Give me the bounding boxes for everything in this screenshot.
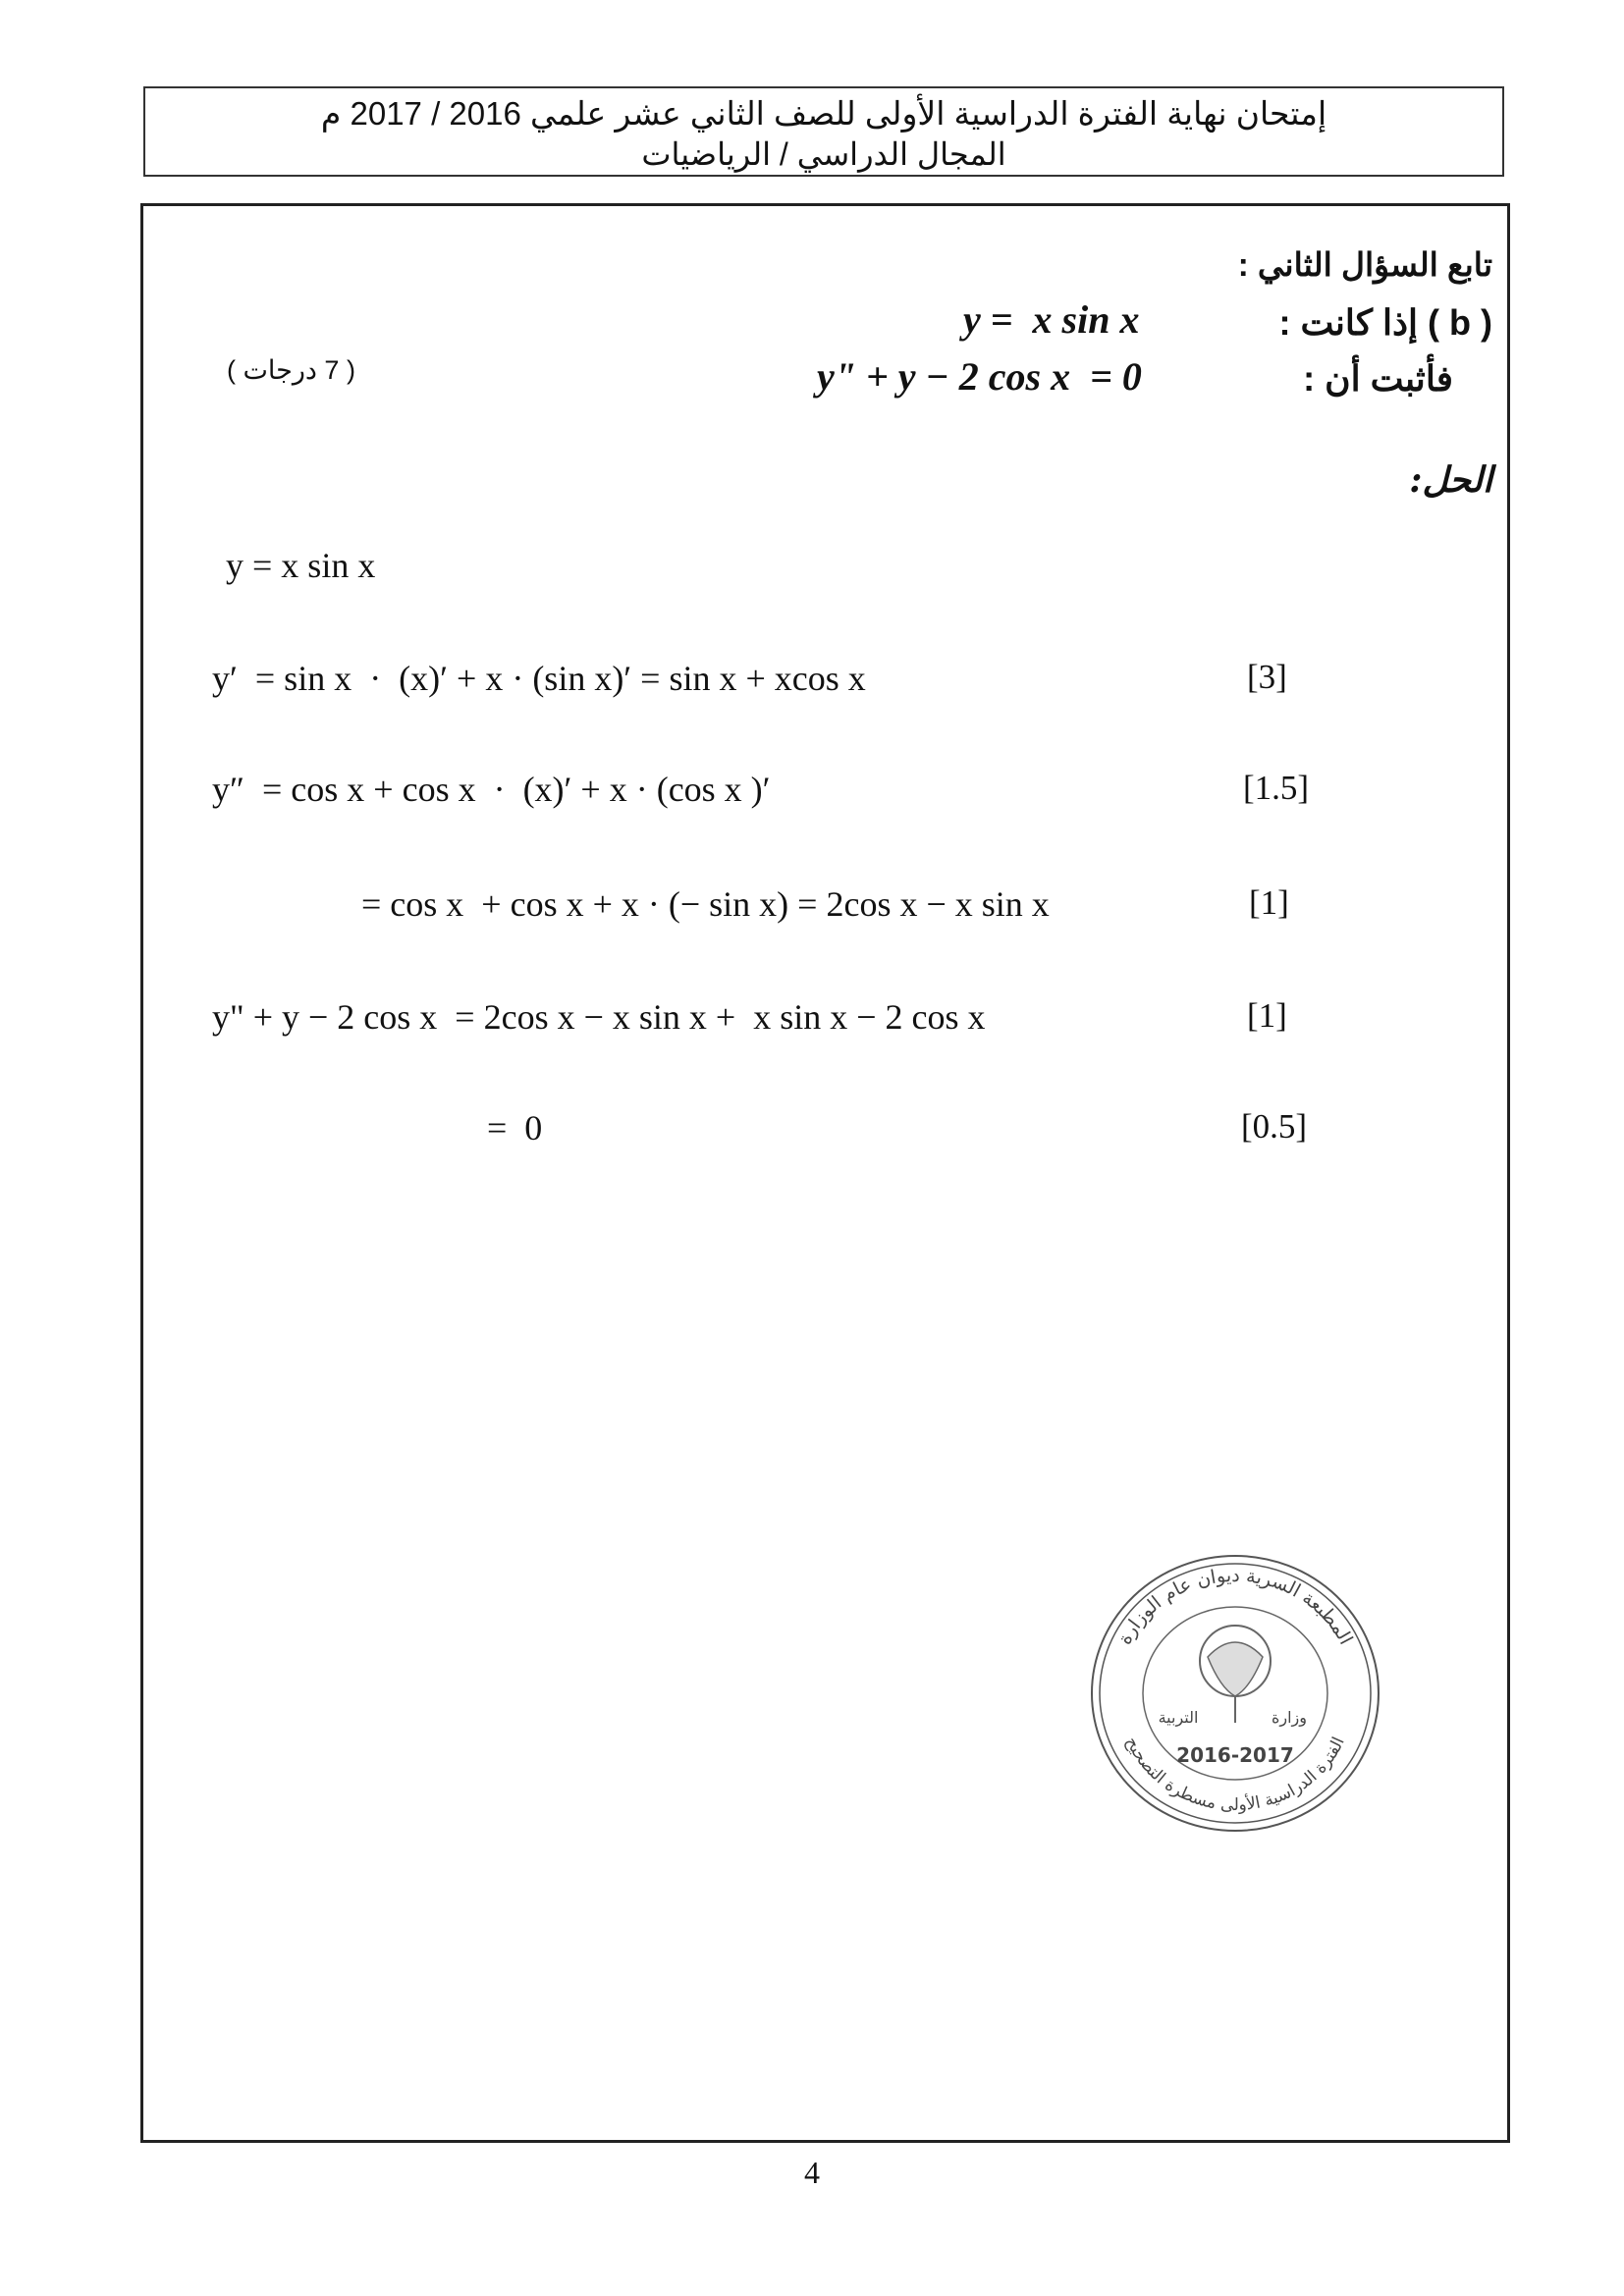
given-formula: y = x sin x <box>963 297 1140 342</box>
answer-frame <box>140 203 1510 2143</box>
seal-outer-text: المطبعة السرية ديوان عام الوزارة <box>1113 1564 1357 1649</box>
seal-word-left: وزارة <box>1271 1708 1308 1727</box>
solution-step-3: y″ = cos x + cos x · (x)′ + x · (cos x )′ <box>212 770 771 809</box>
seal-year: 2016-2017 <box>1176 1743 1294 1767</box>
ministry-seal <box>1088 1551 1382 1836</box>
solution-label: الحل: <box>1409 459 1492 501</box>
prove-formula: y" + y − 2 cos x = 0 <box>817 354 1142 399</box>
solution-step-5: y" + y − 2 cos x = 2cos x − x sin x + x sin x − 2 cos x <box>212 997 986 1037</box>
exam-title: إمتحان نهاية الفترة الدراسية الأولى للصف الثاني عشر علمي 2016 / 2017 م <box>320 95 1327 132</box>
page-number: 4 <box>804 2155 820 2190</box>
subject-line: المجال الدراسي / الرياضيات <box>641 136 1006 172</box>
mark-step-3: [1.5] <box>1243 769 1310 807</box>
solution-step-6: = 0 <box>487 1108 543 1148</box>
exam-header <box>143 86 1504 177</box>
solution-step-2: y′ = sin x · (x)′ + x · (sin x)′ = sin x + xcos x <box>212 659 866 698</box>
question-part-label: ( b ) إذا كانت : <box>1278 302 1492 343</box>
marks-total: ( 7 درجات ) <box>227 355 355 385</box>
question-title: تابع السؤال الثاني : <box>1237 246 1492 283</box>
mark-step-2: [3] <box>1247 658 1287 696</box>
seal-word-right: التربية <box>1158 1708 1199 1727</box>
mark-step-4: [1] <box>1249 883 1289 922</box>
solution-step-1: y = x sin x <box>226 546 376 585</box>
seal-bottom-text: الفترة الدراسية الأولى مسطرة التصحيح <box>1121 1734 1349 1816</box>
mark-step-6: [0.5] <box>1241 1107 1308 1146</box>
mark-step-5: [1] <box>1247 996 1287 1035</box>
prove-label: فأثبت أن : <box>1303 358 1453 399</box>
solution-step-4: = cos x + cos x + x · (− sin x) = 2cos x − x sin x <box>361 884 1050 924</box>
